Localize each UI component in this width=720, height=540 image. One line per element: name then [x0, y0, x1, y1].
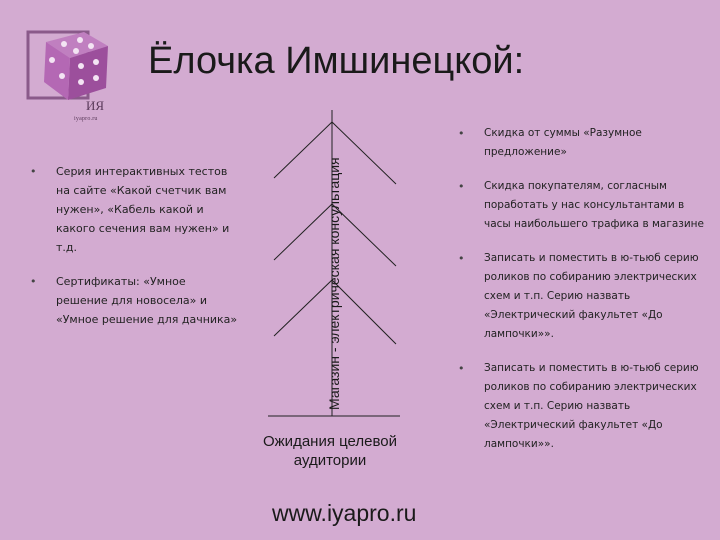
- logo-dice-icon: [24, 24, 124, 124]
- left-bullet-item: • Сертификаты: «Умное решение для новосела» и «Умное решение для дачника»: [28, 272, 238, 329]
- vertical-label: Магазин - электрическая консультация: [326, 157, 342, 410]
- bottom-label: Ожидания целевой аудитории: [262, 433, 397, 469]
- slide-title: Ёлочка Имшинецкой:: [148, 40, 525, 82]
- tree-diagram: [250, 100, 460, 430]
- footer-url: www.iyapro.ru: [272, 500, 417, 526]
- logo-text: ИЯ: [86, 98, 105, 113]
- left-bullet-item: • Серия интерактивных тестов на сайте «Какой счетчик вам нужен», «Кабель какой и какого сечения вам нужен» и т.д.: [28, 162, 238, 257]
- logo-subtext: iyapro.ru: [74, 116, 98, 122]
- right-bullet-item: • Записать и поместить в ю-тьюб серию роликов по собиранию электрических схем и т.п. Серию назвать «Электрический факультет «До лампочки»».: [456, 249, 706, 344]
- right-bullet-item: • Записать и поместить в ю-тьюб серию роликов по собиранию электрических схем и т.п. Серию назвать «Электрический факультет «До лампочки»».: [456, 359, 706, 454]
- right-bullet-list: [456, 124, 706, 469]
- right-bullet-item: • Скидка от суммы «Разумное предложение»: [456, 124, 706, 162]
- left-bullet-list: [28, 162, 238, 344]
- right-bullet-item: • Скидка покупателям, согласным поработать у нас консультантами в часы наибольшего трафика в магазине: [456, 177, 706, 234]
